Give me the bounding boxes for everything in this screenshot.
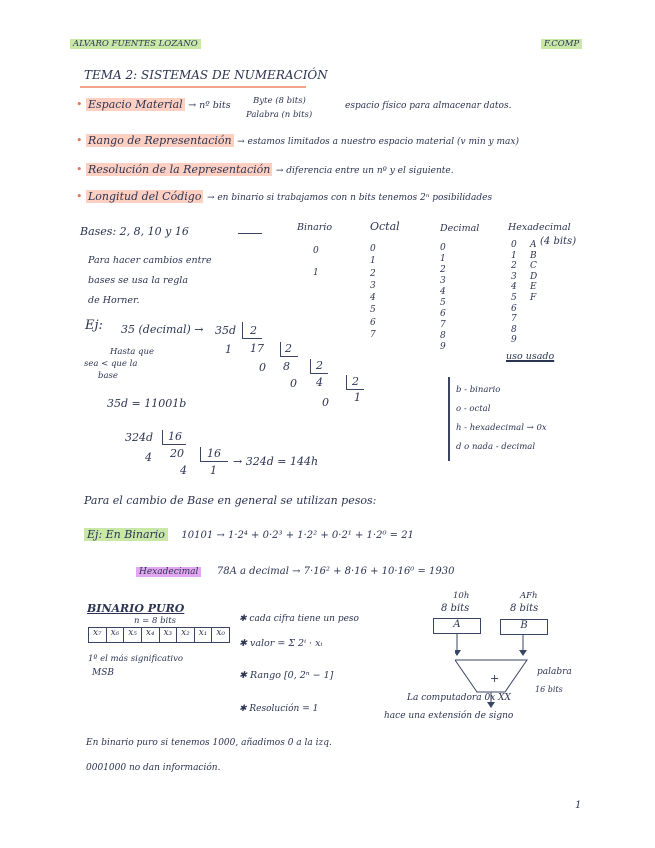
div2-bracket [162,444,186,445]
decimal-digit: 5 [440,298,446,308]
div-quotient: 1 [354,391,361,404]
legend-item: b - binario [456,385,501,395]
pesos-bin-label: Ej: En Binario [84,528,168,541]
hex-digit: B [530,250,537,261]
prop-text: Resolución = 1 [249,704,319,714]
extension-note: hace una extensión de signo [384,711,514,721]
hex-digit: A [530,240,537,250]
reg-b-value: AFh [520,591,538,601]
hex-digit: 0 [511,240,517,250]
decimal-digit: 0 [440,243,446,253]
octal-digit: 6 [370,317,376,328]
bit-cell: x₅ [124,628,142,642]
div2-bracket [200,447,201,461]
uso-usado: uso usado [506,351,555,362]
div2-remainder: 4 [145,451,152,464]
hex-digit: 7 [511,314,517,325]
header-hex: Hexadecimal [508,222,571,233]
bullet-text: → en binario si trabajamos con n bits tenemos 2ⁿ posibilidades [206,193,493,203]
octal-digit: 0 [370,244,376,254]
octal-digit: 4 [370,293,376,304]
binario-puro-title: BINARIO PURO [87,602,185,615]
div-quotient: 4 [316,376,323,389]
hex-digit: 6 [511,303,517,314]
bit-register [88,627,230,643]
decimal-digit: 9 [440,342,446,352]
bases-arrow [238,233,262,234]
prop-valor: ✱ valor = Σ 2ⁱ · xᵢ [239,638,323,649]
prop-resolucion: ✱ Resolución = 1 [239,704,319,714]
hasta-line: Hasta que [110,347,154,357]
prop-text: valor = Σ 2ⁱ · xᵢ [249,638,323,649]
decimal-digit: 2 [440,265,446,275]
div-remainder: 0 [259,361,266,374]
hex-digit: C [530,261,537,272]
div-bracket [310,373,328,374]
octal-column [370,243,376,341]
example-line: 35 (decimal) → [121,323,204,336]
hasta-line: base [98,371,118,381]
header-decimal: Decimal [440,223,480,234]
horner-line: Para hacer cambios entre [88,255,212,266]
div-divisor: 2 [352,375,359,388]
reg-a-bits: 8 bits [441,603,470,614]
octal-digit: 2 [370,268,376,279]
bullet-text: → nº bits [188,100,231,111]
div-bracket [280,356,298,357]
bit-cell: x₀ [216,628,226,638]
title-text: TEMA 2: SISTEMAS DE NUMERACIÓN [84,68,328,82]
decimal-digit: 6 [440,309,446,319]
decimal-digit: 7 [440,320,446,330]
page-number: 1 [575,800,582,811]
header-binario: Binario [297,222,333,233]
div-remainder: 0 [290,377,297,390]
div-quotient: 8 [283,360,290,373]
msb-label: MSB [92,668,114,678]
reg-b-bits: 8 bits [510,603,539,614]
bullet-term: Longitud del Código [88,190,202,203]
footer-line2: 0001000 no dan información. [86,763,221,773]
div-bracket [242,338,262,339]
bullet-longitud: • Longitud del Código → en binario si trabajamos con n bits tenemos 2ⁿ posibilidades [76,190,493,203]
octal-digit: 7 [370,330,376,341]
hex-column-left [511,240,517,346]
div-bracket [242,322,243,338]
bit-cell: x₂ [177,628,195,642]
hex-digit: D [530,271,538,282]
octal-digit: 1 [370,256,376,267]
bit-cell: x₄ [142,628,160,642]
register-b-label: B [520,620,528,631]
hex-digit: F [530,292,537,303]
div-bracket [346,389,364,390]
pesos-hex-example [136,564,455,577]
octal-digit: 5 [370,305,376,316]
hex-column-right [530,240,537,304]
example-label: Ej: [85,318,103,333]
div-bracket [346,375,347,389]
subject-tag: F.COMP [541,39,582,49]
bit-cell: x₆ [107,628,125,642]
nbits-label: n = 8 bits [134,616,177,626]
pesos-hex-expr: 78A a decimal → 7·16² + 8·16 + 10·16⁰ = 1930 [216,566,455,577]
bit-cell: x₁ [195,628,213,642]
bullet-resolucion: • Resolución de la Representación → diferencia entre un nº y el siguiente. [76,163,454,176]
pesos-intro: Para el cambio de Base en general se utilizan pesos: [84,494,377,507]
div-quotient: 17 [250,342,264,355]
decimal-digit: 3 [440,276,446,286]
prop-peso: ✱ cada cifra tiene un peso [239,614,359,624]
palabra-label: palabra [537,667,572,677]
register-a-label: A [453,619,461,630]
binario-digit: 0 [313,246,319,256]
div2-bracket [200,461,228,462]
div2-divisor: 16 [168,430,182,443]
pesos-hex-label: Hexadecimal [136,567,201,577]
hex-digit: 3 [511,271,517,282]
div-remainder: 0 [322,396,329,409]
div2-dividend: 324d [125,431,154,444]
hex-digit: E [530,282,537,293]
pesos-bin-example [84,528,414,541]
bullet-espacio: • Espacio Material → nº bits [76,98,231,111]
div2-quotient: 1 [210,464,217,477]
legend-item: o - octal [456,404,491,414]
octal-digit: 3 [370,280,376,291]
bullet-term: Espacio Material [88,98,183,111]
page-title [84,68,328,82]
decimal-digit: 1 [440,254,446,264]
legend-item: h - hexadecimal → 0x [456,423,547,433]
bullet-text: → diferencia entre un nº y el siguiente. [275,166,454,176]
hex-bits-note: (4 bits) [540,236,577,247]
hasta-note [84,346,154,382]
title-underline [80,86,306,88]
binario-digit: 1 [313,268,319,278]
hex-digit: 5 [511,292,517,303]
horner-line: de Horner. [88,295,140,306]
div-divisor: 2 [250,324,257,337]
bit-cell: x₇ [89,628,107,642]
div2-divisor: 16 [207,447,221,460]
div-divisor: 2 [316,359,323,372]
msb-note: 1º el más significativo [88,654,184,664]
author-name: ALVARO FUENTES LOZANO [70,39,201,49]
bullet-term: Resolución de la Representación [88,163,271,176]
div-bracket [280,342,281,356]
div-dividend: 35d [215,324,237,337]
bits16-label: 16 bits [535,685,563,694]
div-bracket [310,359,311,373]
div2-bracket [162,430,163,444]
adder-plus: + [490,672,500,685]
result-324d: → 324d = 144h [233,455,319,468]
bases-label: Bases: 2, 8, 10 y 16 [80,225,189,238]
bullet-text: → estamos limitados a nuestro espacio material (v min y max) [237,137,519,147]
palabra-note: Palabra (n bits) [246,110,313,120]
bullet-rango: • Rango de Representación → estamos limitados a nuestro espacio material (v min y max) [76,134,519,147]
hex-digit: 8 [511,324,517,335]
div-divisor: 2 [285,342,292,355]
legend-list [456,381,547,457]
hex-digit: 9 [511,335,517,346]
horner-line: bases se usa la regla [88,275,189,286]
hasta-line: sea < que la [84,359,138,369]
div-remainder: 1 [225,343,232,356]
decimal-digit: 8 [440,331,446,341]
footer-line1: En binario puro si tenemos 1000, añadimos 0 a la izq. [86,738,332,748]
result-35d: 35d = 11001b [107,397,187,410]
prop-rango: ✱ Rango [0, 2ⁿ − 1] [239,670,334,681]
hex-digit: 1 [511,250,517,261]
hex-digit: 4 [511,282,517,293]
binario-column [313,240,319,284]
bullet-term: Rango de Representación [88,134,232,147]
espacio-note: espacio físico para almacenar datos. [345,101,512,111]
div2-remainder: 4 [180,464,187,477]
hex-digit: 2 [511,261,517,272]
byte-note: Byte (8 bits) [253,96,306,106]
horner-note [88,251,212,311]
header-octal: Octal [370,220,400,233]
reg-a-value: 10h [453,591,470,601]
decimal-column [440,243,446,353]
prop-text: cada cifra tiene un peso [249,614,359,624]
decimal-digit: 4 [440,287,446,297]
legend-item: d o nada - decimal [456,442,536,452]
pesos-bin-expr: 10101 → 1·2⁴ + 0·2³ + 1·2² + 0·2¹ + 1·2⁰ = 21 [181,530,414,541]
bit-cell: x₃ [160,628,178,642]
div2-quotient: 20 [170,447,184,460]
computadora-note: La computadora 0x XX [407,693,511,703]
prop-text: Rango [0, 2ⁿ − 1] [249,670,334,681]
